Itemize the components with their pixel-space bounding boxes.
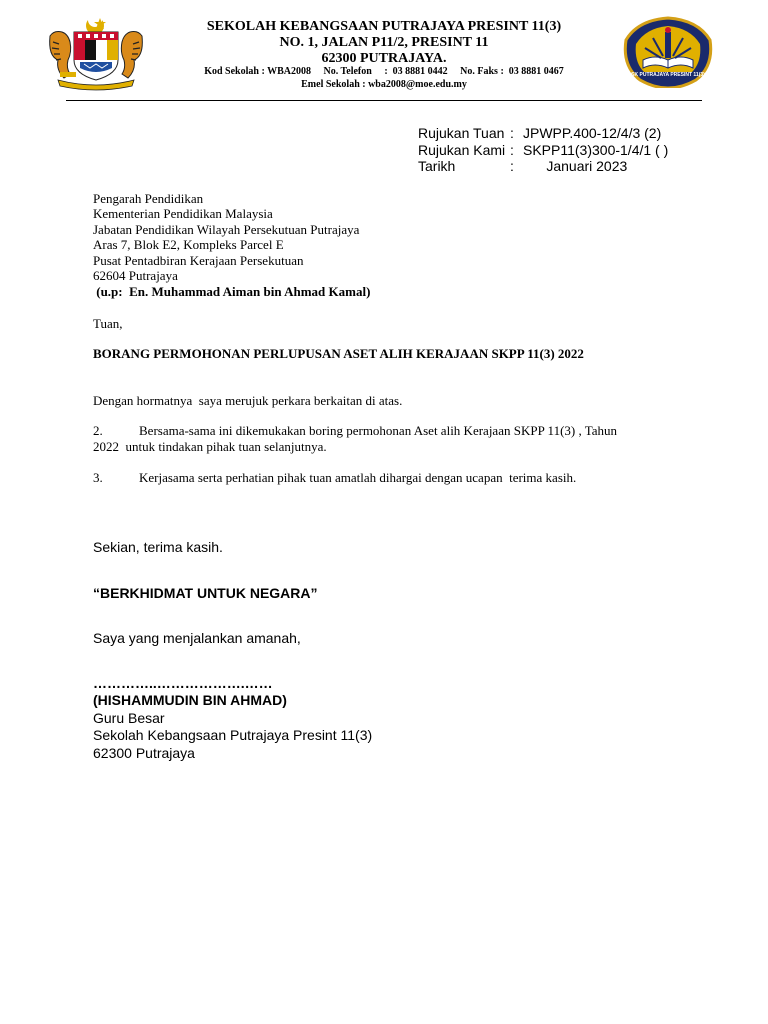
ref-colon: :: [510, 158, 514, 174]
ref-value-tarikh: Januari 2023: [523, 158, 628, 174]
recipient-line: Jabatan Pendidikan Wilayah Persekutuan Putrajaya: [93, 222, 360, 237]
recipient-line: Aras 7, Blok E2, Kompleks Parcel E: [93, 237, 284, 252]
paragraph-3-text: Kerjasama serta perhatian pihak tuan amatlah dihargai dengan ucapan terima kasih.: [139, 470, 577, 485]
school-badge-logo: [623, 16, 713, 88]
recipient-line: 62604 Putrajaya: [93, 268, 178, 283]
salutation: Tuan,: [93, 316, 123, 331]
letter-subject: BORANG PERMOHONAN PERLUPUSAN ASET ALIH KERAJAAN SKPP 11(3) 2022: [93, 346, 584, 361]
letterhead-divider: [66, 100, 702, 101]
ref-value-kami: SKPP11(3)300-1/4/1 ( ): [523, 142, 669, 158]
signatory-name: (HISHAMMUDIN BIN AHMAD): [93, 692, 287, 708]
signatory-title: Guru Besar: [93, 710, 165, 726]
ref-value-tuan: JPWPP.400-12/4/3 (2): [523, 125, 662, 141]
paragraph-2-line2: 2022 untuk tindakan pihak tuan selanjutnya.: [93, 439, 327, 454]
signature-line: …………..……………….……: [93, 675, 273, 691]
closing-text: Sekian, terima kasih.: [93, 539, 223, 555]
ref-label-tarikh: Tarikh: [418, 158, 456, 174]
motto: “BERKHIDMAT UNTUK NEGARA”: [93, 585, 318, 601]
school-address-line2: 62300 PUTRAJAYA.: [321, 51, 447, 66]
recipient-line: Pengarah Pendidikan: [93, 191, 204, 206]
ref-colon: :: [510, 142, 514, 158]
school-name: SEKOLAH KEBANGSAAN PUTRAJAYA PRESINT 11(3): [206, 19, 562, 34]
school-email-line: Emel Sekolah : wba2008@moe.edu.my: [301, 79, 467, 90]
ref-colon: :: [510, 125, 514, 141]
school-address-line1: NO. 1, JALAN P11/2, PRESINT 11: [279, 35, 489, 50]
paragraph-2-number: 2.: [93, 423, 103, 438]
school-contact-line: Kod Sekolah : WBA2008 No. Telefon : 03 8881 0442 No. Faks : 03 8881 0467: [204, 66, 564, 77]
ref-label-kami: Rujukan Kami: [418, 142, 506, 158]
recipient-line: Pusat Pentadbiran Kerajaan Persekutuan: [93, 253, 304, 268]
paragraph-2-line1: Bersama-sama ini dikemukakan boring permohonan Aset alih Kerajaan SKPP 11(3) , Tahun: [139, 423, 618, 438]
trust-statement: Saya yang menjalankan amanah,: [93, 630, 301, 646]
ref-label-tuan: Rujukan Tuan: [418, 125, 505, 141]
school-badge-text: SK PUTRAJAYA PRESINT 11(3): [631, 72, 705, 78]
recipient-attention: (u.p: En. Muhammad Aiman bin Ahmad Kamal): [93, 284, 371, 299]
recipient-line: Kementerian Pendidikan Malaysia: [93, 206, 273, 221]
paragraph-1: Dengan hormatnya saya merujuk perkara berkaitan di atas.: [93, 393, 403, 408]
signatory-school: Sekolah Kebangsaan Putrajaya Presint 11(3): [93, 727, 373, 743]
signatory-city: 62300 Putrajaya: [93, 745, 195, 761]
paragraph-3-number: 3.: [93, 470, 103, 485]
